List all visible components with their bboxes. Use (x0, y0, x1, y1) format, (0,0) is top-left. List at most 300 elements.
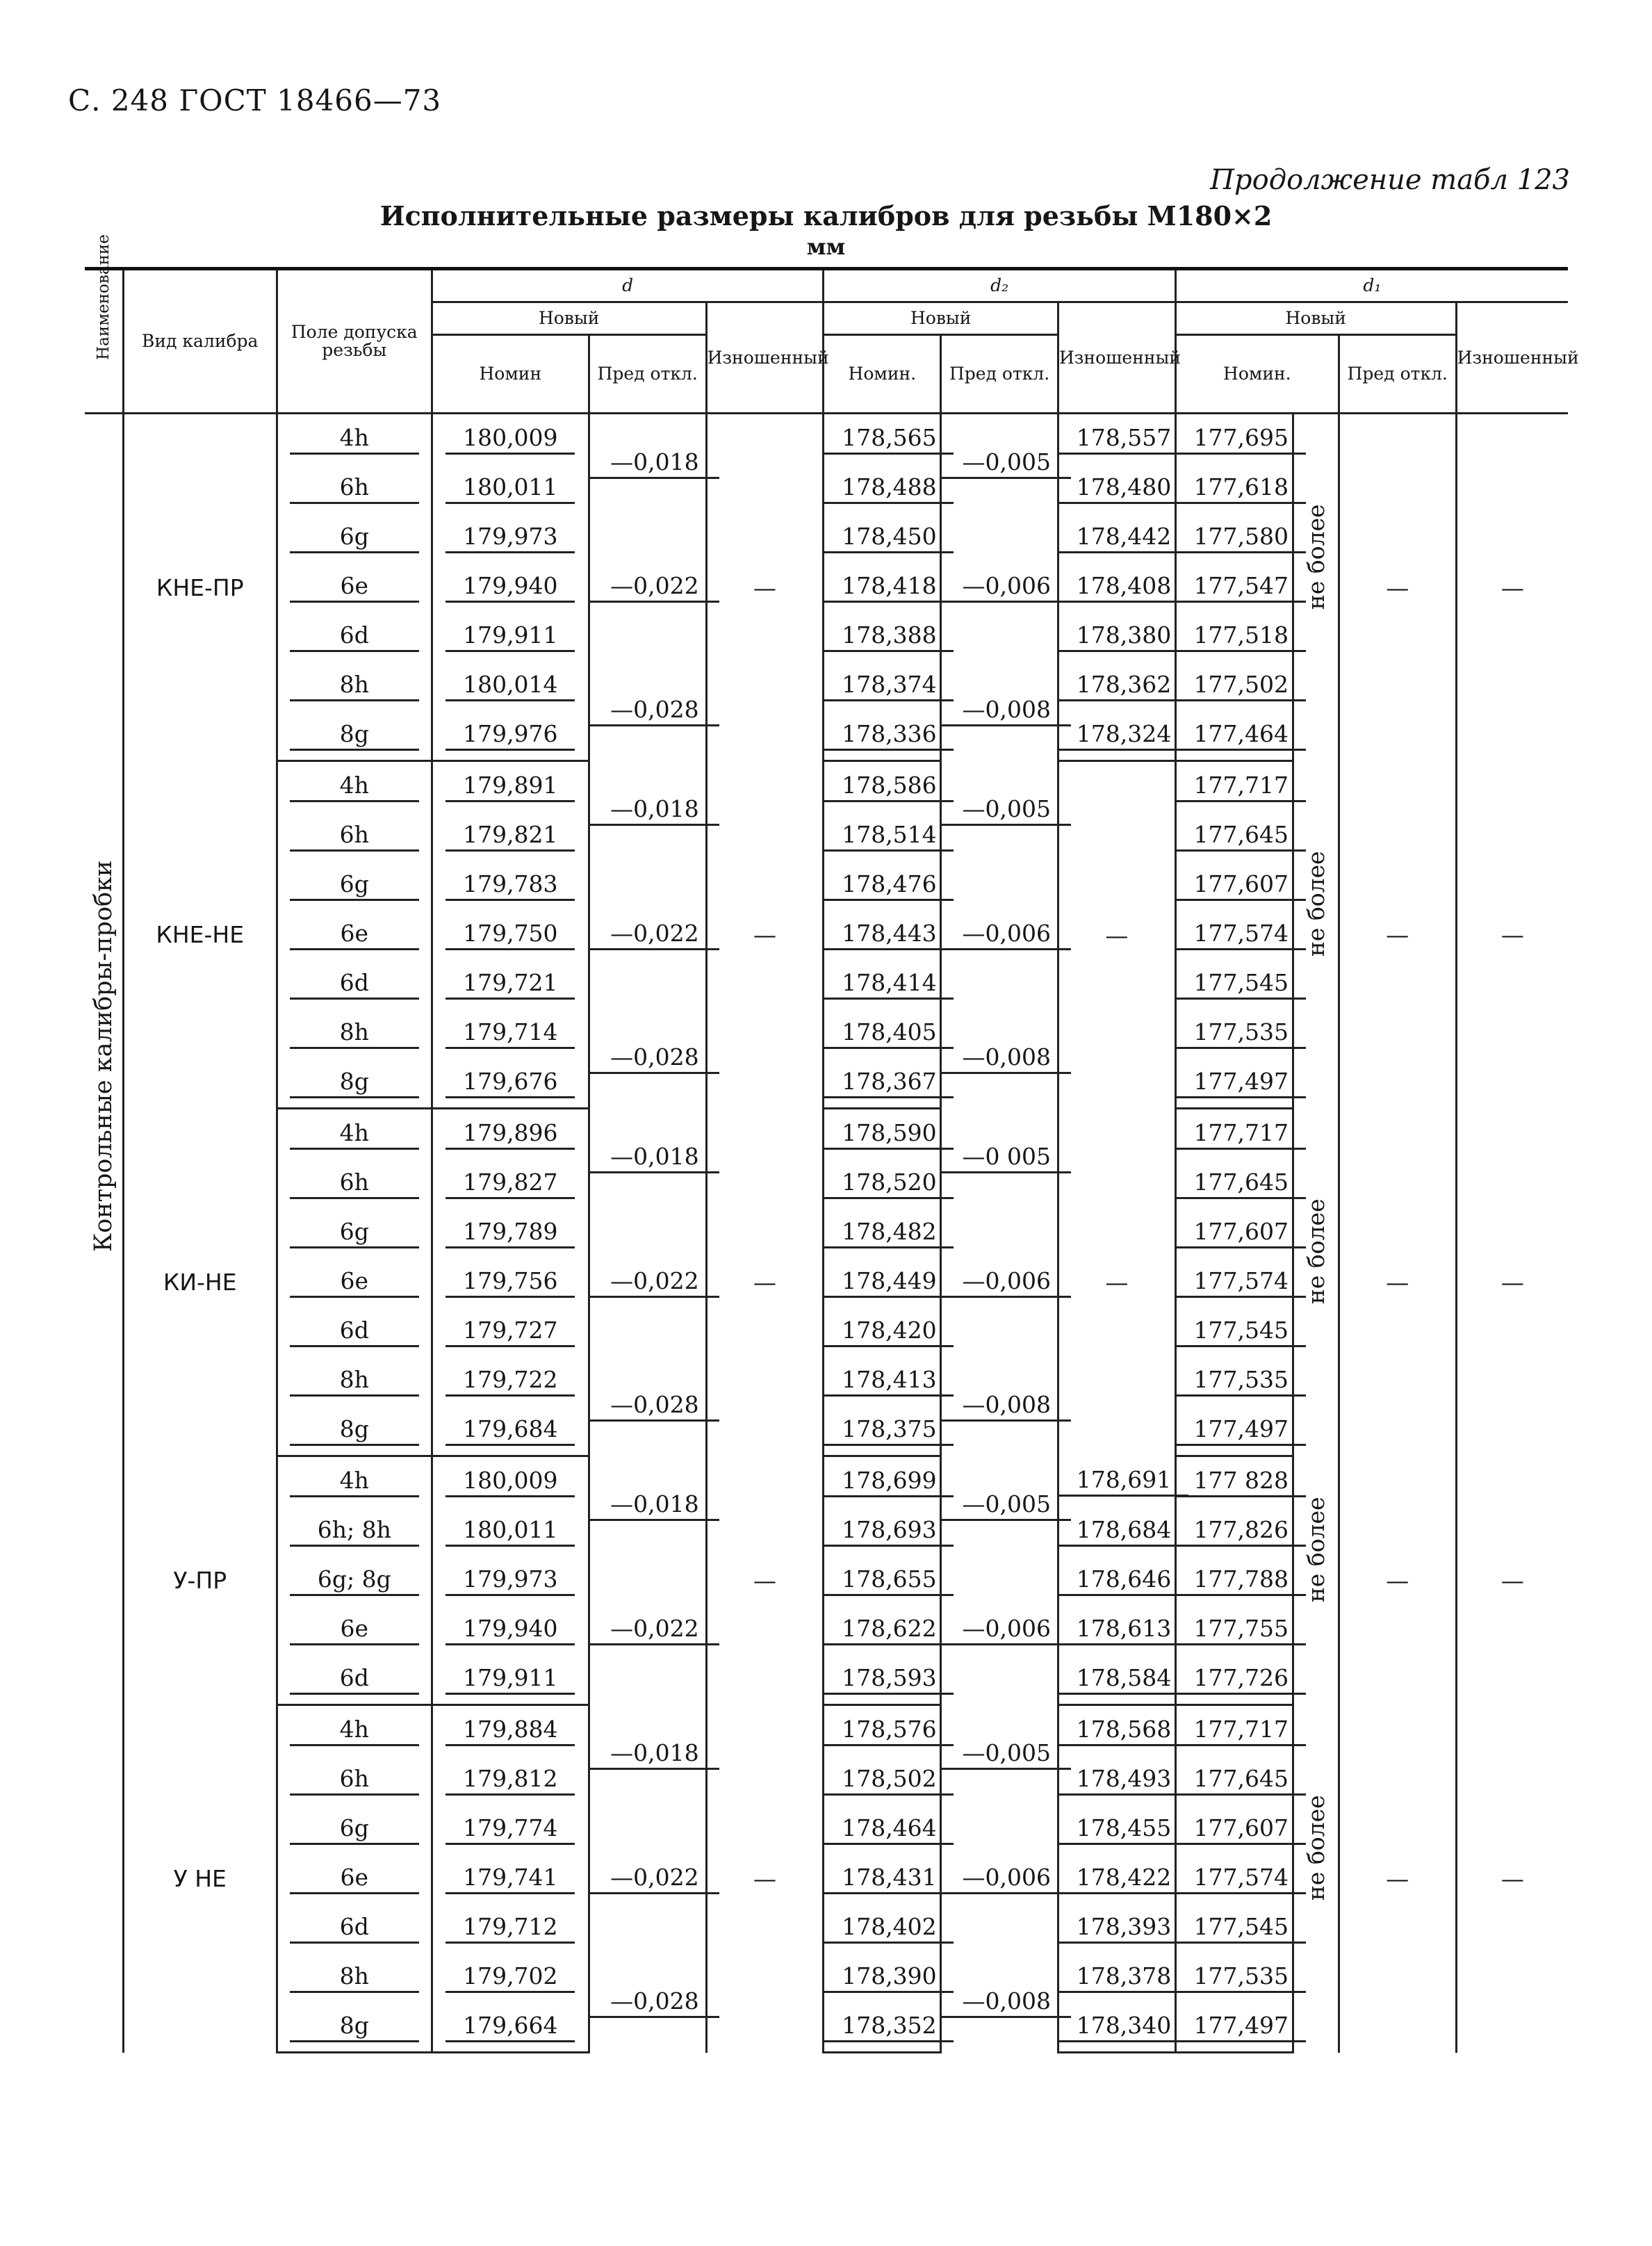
d1-worn: — (1456, 761, 1568, 1109)
d1-nominal: 177 828 (1177, 1467, 1306, 1497)
d-deviation-cell (589, 1805, 706, 1953)
d2-worn: 178,408 (1059, 572, 1188, 603)
d-deviation-cell (589, 414, 706, 514)
d2-deviation: —0 005 (942, 1143, 1071, 1173)
d-deviation: —0,022 (590, 1615, 719, 1645)
d-nominal-cell (432, 661, 589, 710)
d-nominal: 179,750 (445, 920, 575, 950)
d-deviation-cell (589, 861, 706, 1009)
tolerance-field: 6d (290, 1664, 419, 1695)
d-nominal: 179,727 (445, 1317, 575, 1347)
d2-nominal: 178,388 (824, 621, 954, 652)
tolerance-field: 6e (290, 920, 419, 950)
d-nominal-cell (432, 761, 589, 812)
d2-nominal-cell (824, 1258, 941, 1307)
d-nominal: 179,827 (445, 1169, 575, 1199)
d1-nominal-cell (1175, 761, 1293, 812)
d-nominal-cell (432, 1953, 589, 2002)
d2-worn-cell (1058, 562, 1176, 612)
d2-deviation: —0,008 (942, 1391, 1071, 1422)
d-nominal: 179,973 (445, 523, 575, 553)
tolerance-field: 8h (290, 671, 419, 701)
d-nominal: 180,011 (445, 1516, 575, 1547)
tolerance-field-cell (277, 414, 432, 464)
d-nominal: 180,011 (445, 473, 575, 504)
d-deviation: —0,022 (590, 1864, 719, 1894)
d1-nominal: 177,574 (1177, 1864, 1306, 1894)
d1-nominal-cell (1175, 861, 1293, 910)
tolerance-field: 8h (290, 1018, 419, 1049)
tolerance-field: 6e (290, 1615, 419, 1645)
d2-worn: 178,684 (1059, 1516, 1188, 1547)
d1-nominal-cell (1175, 2002, 1293, 2053)
d2-nominal: 178,655 (824, 1565, 954, 1596)
d1-nominal-cell (1175, 710, 1293, 761)
not-more-label: не более (1302, 1198, 1330, 1305)
d-nominal: 179,973 (445, 1565, 575, 1596)
d-nominal: 179,702 (445, 1962, 575, 1993)
d1-nominal: 177,518 (1177, 621, 1306, 652)
d-nominal-cell (432, 1406, 589, 1456)
d1-nominal-cell (1175, 1058, 1293, 1109)
d1-nominal-cell (1175, 513, 1293, 562)
tolerance-field-cell (277, 661, 432, 710)
d1-nominal: 177,645 (1177, 1169, 1306, 1199)
gauge-type: У-ПР (123, 1456, 277, 1705)
d2-worn-cell (1058, 2002, 1176, 2053)
d2-worn-cell (1058, 1506, 1176, 1556)
d2-deviation-cell (941, 1705, 1058, 1805)
d2-nominal: 178,488 (824, 473, 954, 504)
header-d1-novyi: Новый (1175, 302, 1456, 335)
d2-nominal-cell (824, 761, 941, 812)
gauge-type: КНЕ-НЕ (123, 761, 277, 1109)
d1-worn: — (1456, 1456, 1568, 1705)
d-nominal-cell (432, 1208, 589, 1258)
d-nominal-cell (432, 562, 589, 612)
d2-worn-cell (1058, 710, 1176, 761)
d-nominal-cell (432, 1755, 589, 1805)
d2-nominal: 178,413 (824, 1366, 954, 1397)
d2-nominal: 178,352 (824, 2012, 954, 2042)
d2-nominal: 178,402 (824, 1913, 954, 1944)
d2-nominal-cell (824, 1755, 941, 1805)
d-nominal-cell (432, 1356, 589, 1406)
d2-deviation-cell (941, 1456, 1058, 1556)
d-deviation-cell (589, 1556, 706, 1705)
d1-nominal: 177,574 (1177, 1267, 1306, 1298)
tolerance-field: 8g (290, 2012, 419, 2042)
tolerance-field-cell (277, 612, 432, 661)
d-deviation-cell (589, 761, 706, 861)
d1-nominal-cell (1175, 1605, 1293, 1654)
tolerance-field-cell (277, 464, 432, 513)
d-deviation-cell (589, 661, 706, 761)
d2-nominal-cell (824, 1208, 941, 1258)
d2-nominal-cell (824, 1805, 941, 1854)
d-nominal-cell (432, 1854, 589, 1903)
d2-worn: 178,422 (1059, 1864, 1188, 1894)
header-pole: Поле допуска резьбы (277, 269, 432, 414)
d1-nominal-cell (1175, 1903, 1293, 1953)
d-nominal: 179,891 (445, 772, 575, 802)
d2-nominal: 178,443 (824, 920, 954, 950)
d-nominal-cell (432, 414, 589, 464)
tolerance-field-cell (277, 1159, 432, 1208)
d2-nominal: 178,586 (824, 772, 954, 802)
tolerance-field-cell (277, 1406, 432, 1456)
d-deviation-cell (589, 1705, 706, 1805)
d2-worn: 178,646 (1059, 1565, 1188, 1596)
d1-nominal-cell (1175, 1506, 1293, 1556)
tolerance-field-cell (277, 1109, 432, 1159)
d2-worn: 178,362 (1059, 671, 1188, 701)
d1-nominal-cell (1175, 1258, 1293, 1307)
d2-worn: 178,380 (1059, 621, 1188, 652)
tolerance-field-cell (277, 1356, 432, 1406)
d1-nominal-cell (1175, 661, 1293, 710)
d1-nominal-cell (1175, 1406, 1293, 1456)
d1-nominal-cell (1175, 464, 1293, 513)
d-nominal-cell (432, 710, 589, 761)
d2-nominal: 178,576 (824, 1716, 954, 1746)
d-nominal-cell (432, 1605, 589, 1654)
d2-worn-cell (1058, 661, 1176, 710)
tolerance-field-cell (277, 513, 432, 562)
d1-nominal: 177,726 (1177, 1664, 1306, 1695)
d-deviation-cell (589, 513, 706, 661)
d2-nominal-cell (824, 959, 941, 1009)
d1-nominal-cell (1175, 910, 1293, 959)
header-naimenovanie: Наименование (85, 269, 123, 414)
d2-nominal-cell (824, 710, 941, 761)
d1-nominal-cell (1175, 1307, 1293, 1356)
d2-worn-cell (1058, 612, 1176, 661)
header-d1-iznoshen: Изношенный (1456, 302, 1568, 414)
d2-worn: 178,493 (1059, 1765, 1188, 1796)
d-nominal: 179,940 (445, 1615, 575, 1645)
d-nominal-cell (432, 1456, 589, 1507)
d2-nominal: 178,390 (824, 1962, 954, 1993)
d2-deviation: —0,008 (942, 1043, 1071, 1074)
unit-label: мм (806, 234, 846, 260)
d-nominal-cell (432, 811, 589, 861)
d-nominal-cell (432, 464, 589, 513)
d2-worn: 178,340 (1059, 2012, 1188, 2042)
d1-nominal: 177,464 (1177, 720, 1306, 751)
d-deviation-cell (589, 1109, 706, 1209)
d2-worn-cell (1058, 1705, 1176, 1756)
tolerance-field: 8h (290, 1366, 419, 1397)
d1-nominal-cell (1175, 1208, 1293, 1258)
d2-deviation: —0,006 (942, 572, 1071, 603)
header-d1-nomin: Номин. (1175, 335, 1339, 414)
d2-deviation-cell (941, 513, 1058, 661)
tolerance-field-cell (277, 1556, 432, 1605)
d-nominal: 179,821 (445, 821, 575, 852)
d1-nominal-cell (1175, 1755, 1293, 1805)
tolerance-field: 8g (290, 1068, 419, 1098)
d1-nominal-cell (1175, 414, 1293, 464)
d2-deviation-cell (941, 414, 1058, 514)
d2-nominal: 178,514 (824, 821, 954, 852)
d-nominal: 179,976 (445, 720, 575, 751)
d1-nominal: 177,607 (1177, 1218, 1306, 1248)
not-more-label: не более (1302, 504, 1330, 610)
d1-nominal-cell (1175, 1556, 1293, 1605)
d-nominal-cell (432, 1705, 589, 1756)
tolerance-field-cell (277, 959, 432, 1009)
d-nominal: 179,774 (445, 1814, 575, 1845)
table-continuation-label: Продолжение табл 123 (1210, 164, 1570, 196)
tolerance-field: 6h (290, 473, 419, 504)
tolerance-field-cell (277, 1058, 432, 1109)
side-label-text: Контрольные калибры-пробки (89, 860, 117, 1253)
d-deviation: —0,018 (590, 1739, 719, 1770)
d-nominal-cell (432, 959, 589, 1009)
d2-nominal: 178,375 (824, 1415, 954, 1446)
table-title: Исполнительные размеры калибров для резьбы М180×2 (379, 200, 1273, 231)
d2-nominal-cell (824, 1356, 941, 1406)
tolerance-field-cell (277, 1805, 432, 1854)
tolerance-field-cell (277, 1705, 432, 1756)
d1-nominal: 177,755 (1177, 1615, 1306, 1645)
d2-nominal: 178,418 (824, 572, 954, 603)
d1-nominal: 177,535 (1177, 1962, 1306, 1993)
d2-deviation-cell (941, 661, 1058, 761)
d2-nominal-cell (824, 1456, 941, 1507)
d2-nominal-cell (824, 1058, 941, 1109)
d2-nominal: 178,590 (824, 1119, 954, 1150)
d-nominal-cell (432, 1805, 589, 1854)
d1-nominal: 177,545 (1177, 1317, 1306, 1347)
tolerance-field-cell (277, 2002, 432, 2053)
tolerance-field: 6h (290, 1765, 419, 1796)
d2-worn: 178,442 (1059, 523, 1188, 553)
d2-deviation: —0,006 (942, 920, 1071, 950)
d-nominal: 179,741 (445, 1864, 575, 1894)
d2-nominal-cell (824, 1705, 941, 1756)
d2-worn: 178,393 (1059, 1913, 1188, 1944)
d2-worn-cell (1058, 1805, 1176, 1854)
d-worn: — (706, 761, 824, 1109)
tolerance-field: 6g (290, 1218, 419, 1248)
table-row (85, 761, 1568, 812)
not-more-label: не более (1302, 851, 1330, 957)
tolerance-field-cell (277, 1307, 432, 1356)
d2-deviation: —0,005 (942, 1739, 1071, 1770)
d-deviation: —0,018 (590, 1490, 719, 1521)
gauge-type: КИ-НЕ (123, 1109, 277, 1456)
d2-worn: 178,480 (1059, 473, 1188, 504)
d1-nominal: 177,497 (1177, 2012, 1306, 2042)
d-deviation: —0,028 (590, 1391, 719, 1422)
d2-worn: 178,324 (1059, 720, 1188, 751)
d1-deviation: — (1339, 1109, 1456, 1456)
header-d-iznoshen: Изношенный (706, 302, 824, 414)
d1-nominal: 177,645 (1177, 1765, 1306, 1796)
tolerance-field: 6d (290, 621, 419, 652)
table-row (85, 414, 1568, 464)
d1-nominal-cell (1175, 1953, 1293, 2002)
d1-deviation: — (1339, 1456, 1456, 1705)
tolerance-field-cell (277, 1506, 432, 1556)
d2-worn-cell (1058, 1903, 1176, 1953)
d-deviation: —0,018 (590, 1143, 719, 1173)
d1-nominal-cell (1175, 1009, 1293, 1058)
d2-deviation-cell (941, 1109, 1058, 1209)
tolerance-field: 6e (290, 572, 419, 603)
d2-nominal: 178,565 (824, 424, 954, 455)
d2-deviation-cell (941, 1356, 1058, 1456)
d2-nominal-cell (824, 811, 941, 861)
d2-nominal: 178,482 (824, 1218, 954, 1248)
d-deviation-cell (589, 1208, 706, 1356)
d-nominal-cell (432, 1109, 589, 1159)
d2-deviation-cell (941, 1009, 1058, 1109)
d2-nominal: 178,420 (824, 1317, 954, 1347)
d1-nominal: 177,717 (1177, 772, 1306, 802)
d1-nominal: 177,545 (1177, 969, 1306, 1000)
d2-worn: 178,613 (1059, 1615, 1188, 1645)
d2-worn-cell (1058, 1456, 1176, 1507)
d2-nominal: 178,464 (824, 1814, 954, 1845)
header-d-pred: Пред откл. (589, 335, 706, 414)
not-more-label: не более (1302, 1497, 1330, 1603)
d-deviation: —0,022 (590, 920, 719, 950)
d2-nominal-cell (824, 464, 941, 513)
tolerance-field: 6g (290, 523, 419, 553)
d-nominal-cell (432, 910, 589, 959)
d1-nominal: 177,717 (1177, 1716, 1306, 1746)
d2-deviation-cell (941, 1805, 1058, 1953)
tolerance-field: 6g (290, 1814, 419, 1845)
d1-nominal-cell (1175, 1356, 1293, 1406)
header-d2: d₂ (824, 269, 1175, 302)
d2-nominal-cell (824, 1009, 941, 1058)
d-deviation-cell (589, 1009, 706, 1109)
d2-nominal: 178,450 (824, 523, 954, 553)
d-nominal: 179,712 (445, 1913, 575, 1944)
header-d-novyi: Новый (432, 302, 706, 335)
tolerance-field-cell (277, 710, 432, 761)
tolerance-field-cell (277, 861, 432, 910)
d-nominal-cell (432, 2002, 589, 2053)
d2-nominal: 178,414 (824, 969, 954, 1000)
tolerance-field: 6d (290, 969, 419, 1000)
d2-deviation: —0,006 (942, 1267, 1071, 1298)
header-d1: d₁ (1175, 269, 1568, 302)
d2-nominal-cell (824, 612, 941, 661)
d-worn: — (706, 1705, 824, 2053)
d1-nominal: 177,717 (1177, 1119, 1306, 1150)
d-nominal-cell (432, 861, 589, 910)
d1-nominal: 177,607 (1177, 870, 1306, 901)
d1-nominal-cell (1175, 1805, 1293, 1854)
d-nominal-cell (432, 513, 589, 562)
d-nominal: 179,714 (445, 1018, 575, 1049)
d2-worn: 178,378 (1059, 1962, 1188, 1993)
d-nominal: 180,014 (445, 671, 575, 701)
tolerance-field-cell (277, 1854, 432, 1903)
d2-deviation: —0,006 (942, 1615, 1071, 1645)
d2-nominal-cell (824, 661, 941, 710)
d-nominal: 179,789 (445, 1218, 575, 1248)
tolerance-field: 4h (290, 1467, 419, 1497)
d-deviation: —0,018 (590, 795, 719, 826)
tolerance-field: 6g (290, 870, 419, 901)
d2-worn: 178,455 (1059, 1814, 1188, 1845)
d1-nominal: 177,535 (1177, 1018, 1306, 1049)
d1-nominal: 177,545 (1177, 1913, 1306, 1944)
d2-nominal-cell (824, 1406, 941, 1456)
tolerance-field: 6g; 8g (290, 1565, 419, 1596)
gauge-type: У НЕ (123, 1705, 277, 2053)
d2-worn: — (1058, 1109, 1176, 1456)
d-deviation-cell (589, 1356, 706, 1456)
tolerance-field: 6h (290, 1169, 419, 1199)
tolerance-field-cell (277, 1755, 432, 1805)
d2-nominal-cell (824, 910, 941, 959)
d2-worn: 178,584 (1059, 1664, 1188, 1695)
d-nominal: 179,911 (445, 1664, 575, 1695)
tolerance-field: 4h (290, 772, 419, 802)
d2-nominal: 178,336 (824, 720, 954, 751)
d-nominal: 179,676 (445, 1068, 575, 1098)
d2-nominal: 178,405 (824, 1018, 954, 1049)
d2-nominal: 178,622 (824, 1615, 954, 1645)
d2-nominal-cell (824, 1654, 941, 1705)
header-d1-pred: Пред откл. (1339, 335, 1456, 414)
d1-worn: — (1456, 1705, 1568, 2053)
d-nominal: 179,884 (445, 1716, 575, 1746)
d2-worn-cell (1058, 464, 1176, 513)
header-d2-nomin: Номин. (824, 335, 941, 414)
tolerance-field-cell (277, 1009, 432, 1058)
d2-nominal-cell (824, 414, 941, 464)
header-d2-iznoshen: Изношенный (1058, 302, 1176, 414)
d-nominal-cell (432, 1654, 589, 1705)
d-worn: — (706, 414, 824, 761)
d1-deviation: — (1339, 414, 1456, 761)
d2-worn: 178,557 (1059, 424, 1188, 455)
d2-worn-cell (1058, 1556, 1176, 1605)
d1-nominal: 177,607 (1177, 1814, 1306, 1845)
d-deviation-cell (589, 1456, 706, 1556)
d2-nominal-cell (824, 1854, 941, 1903)
d-nominal-cell (432, 612, 589, 661)
header-vid: Вид калибра (123, 269, 277, 414)
d-nominal: 179,783 (445, 870, 575, 901)
d-nominal-cell (432, 1307, 589, 1356)
side-label (85, 414, 123, 2053)
tolerance-field-cell (277, 761, 432, 812)
d2-nominal: 178,449 (824, 1267, 954, 1298)
d2-deviation: —0,005 (942, 795, 1071, 826)
d-nominal-cell (432, 1009, 589, 1058)
d-nominal: 179,812 (445, 1765, 575, 1796)
table-row (85, 1705, 1568, 1756)
d2-worn-cell (1058, 1654, 1176, 1705)
d1-nominal-cell (1175, 612, 1293, 661)
d2-deviation-cell (941, 761, 1058, 861)
d2-nominal-cell (824, 1506, 941, 1556)
d1-nominal: 177,580 (1177, 523, 1306, 553)
table-row (85, 1456, 1568, 1507)
tolerance-field: 4h (290, 1716, 419, 1746)
d-nominal-cell (432, 1258, 589, 1307)
page-reference: С. 248 ГОСТ 18466—73 (68, 83, 442, 117)
